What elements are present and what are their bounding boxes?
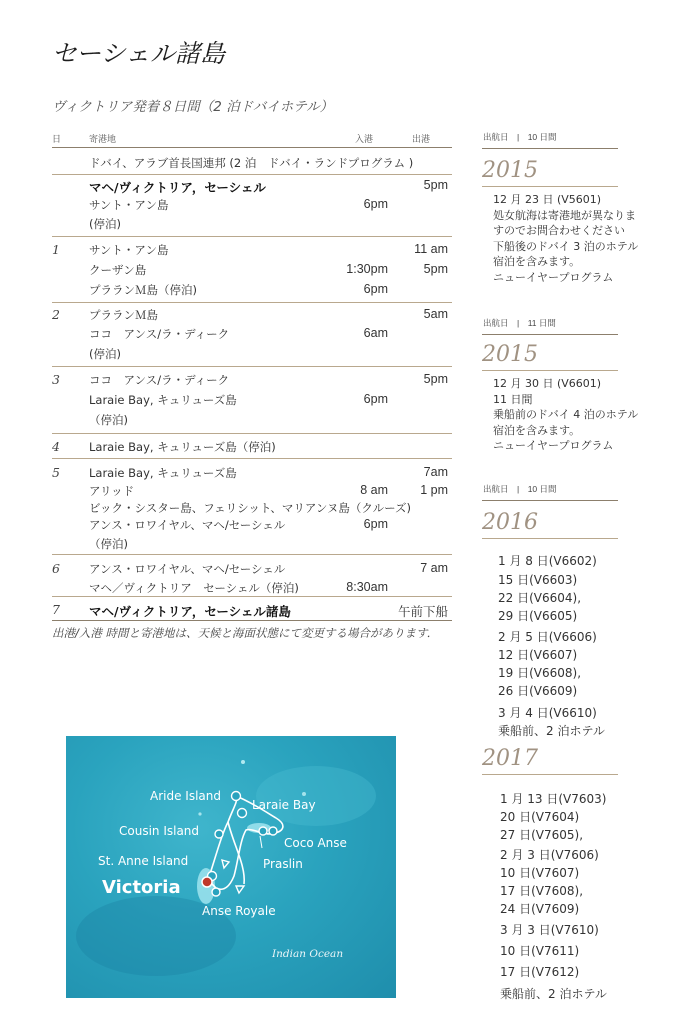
port-name: プラランＭ島（停泊) [89, 283, 197, 297]
departure-date: 17 日(V7612) [500, 965, 580, 979]
map-label-aride: Aride Island [150, 789, 221, 803]
map-label-cousin: Cousin Island [119, 824, 200, 838]
year-label: 2015 [482, 342, 538, 367]
departure-date: 15 日(V6603) [498, 573, 578, 587]
year-rule [482, 370, 618, 371]
day-number: 6 [52, 561, 60, 576]
departure-time: 午前下船 [397, 605, 448, 619]
route-arrow-icon [222, 860, 229, 868]
sidebar-rule [482, 148, 618, 149]
port-name: ココ アンス/ラ・ディーク [89, 327, 230, 341]
row-divider [52, 554, 452, 555]
departure-time: 5am [423, 307, 448, 321]
departure-date: 24 日(V7609) [500, 902, 580, 916]
sidebar-header: 出航日 | 11 日間 [483, 318, 556, 328]
route-map [66, 736, 396, 998]
port-marker-laraie [238, 809, 247, 818]
header-port: 寄港地 [89, 135, 117, 145]
departure-date: 19 日(V6608), [498, 666, 582, 680]
departure-info: 12 月 30 日 (V6601) 11 日間 乗船前のドバイ 4 泊のホテル 宿泊を含みます。 ニューイヤープログラム [493, 377, 639, 452]
departure-date: 3 月 3 日(V7610) [500, 923, 599, 937]
page-title: セーシェル諸島 [52, 39, 226, 68]
departure-date: 2 月 3 日(V7606) [500, 848, 599, 862]
arrival-time: 8 am [360, 483, 388, 497]
departure-time: 5pm [423, 178, 448, 192]
port-name: ビック・シスター島、フェリシット、マリアンヌ島（クルーズ) [89, 501, 411, 515]
departure-time: 1 pm [420, 483, 448, 497]
departure-date: 3 月 4 日(V6610) [498, 706, 597, 720]
departure-date: 20 日(V7604) [500, 810, 580, 824]
year-rule [482, 538, 618, 539]
port-name: マヘ／ヴィクトリア セーシェル（停泊) [89, 581, 299, 595]
port-name: ココ アンス/ラ・ディーク [89, 373, 230, 387]
row-divider [52, 596, 452, 597]
port-marker-aride [232, 792, 241, 801]
departure-date: 10 日(V7607) [500, 866, 580, 880]
departure-date: 26 日(V6609) [498, 684, 578, 698]
port-name: Laraie Bay, キュリューズ島（停泊) [89, 440, 276, 454]
port-marker-praslin [259, 827, 267, 835]
port-name: （停泊) [89, 413, 128, 427]
port-name: アリッド [89, 484, 135, 498]
departure-date: 1 月 13 日(V7603) [500, 792, 607, 806]
arrival-time: 6am [363, 326, 388, 340]
map-label-stanne: St. Anne Island [98, 854, 189, 868]
route-arrow-icon [236, 886, 244, 893]
port-name: （停泊) [89, 537, 128, 551]
port-name: マヘ/ヴィクトリア，セーシェル諸島 [89, 604, 291, 619]
year-label: 2015 [482, 158, 538, 183]
year-rule [482, 774, 618, 775]
arrival-time: 1:30pm [346, 262, 388, 276]
arrival-time: 6pm [363, 282, 388, 296]
departure-time: 11 am [414, 242, 448, 256]
departure-time: 5pm [423, 372, 448, 386]
pre-cruise-row: ドバイ、アラブ首長国連邦 (2 泊 ドバイ・ランドプログラム ) [89, 156, 414, 170]
port-name: プラランＭ島 [89, 308, 158, 322]
row-divider [52, 366, 452, 367]
arrival-time: 6pm [363, 517, 388, 531]
port-name: サント・アン島 [89, 243, 169, 257]
port-name: マヘ/ヴィクトリア，セーシェル [89, 180, 266, 195]
departure-time: 7 am [420, 561, 448, 575]
header-day: 日 [52, 134, 62, 144]
year-label: 2016 [482, 510, 538, 535]
arrival-time: 8:30am [346, 580, 388, 594]
departure-time: 5pm [423, 262, 448, 276]
port-name: Laraie Bay, キュリューズ島 [89, 466, 237, 480]
map-label-coco: Coco Anse [284, 836, 347, 850]
map-label-ocean: Indian Ocean [272, 948, 344, 960]
sidebar-rule [482, 500, 618, 501]
row-divider [52, 174, 452, 175]
schedule-note: 出港/入港 時間と寄港地は、天候と海面状態にて変更する場合があります． [52, 626, 439, 640]
year-rule [482, 186, 618, 187]
day-number: 3 [52, 372, 60, 387]
row-divider [52, 302, 452, 303]
departure-info: 12 月 23 日 (V5601) 処女航海は寄港地が異なりま すのでお問合わせください 下船後のドバイ 3 泊のホテル 宿泊を含みます。 ニューイヤープログラム [493, 193, 639, 284]
row-divider [52, 236, 452, 237]
departure-date: 10 日(V7611) [500, 944, 580, 958]
day-number: 4 [52, 439, 60, 454]
header-depart: 出港 [412, 135, 431, 145]
port-name: (停泊) [89, 217, 121, 231]
row-divider [52, 458, 452, 459]
departure-date: 22 日(V6604), [498, 591, 582, 605]
departure-time: 7am [423, 465, 448, 479]
departure-date: 17 日(V7608), [500, 884, 584, 898]
port-name: アンス・ロワイヤル、マヘ/セーシェル [89, 562, 286, 576]
day-number: 1 [52, 242, 60, 257]
port-name: (停泊) [89, 347, 121, 361]
hotel-note: 乗船前、2 泊ホテル [498, 724, 605, 738]
itinerary-subtitle: ヴィクトリア発着８日間（2 泊ドバイホテル） [52, 99, 334, 115]
table-header-rule [52, 147, 452, 148]
departure-date: 2 月 5 日(V6606) [498, 630, 597, 644]
row-divider [52, 433, 452, 434]
sidebar-header: 出航日 | 10 日間 [483, 132, 557, 142]
port-name: サント・アン島 [89, 198, 169, 212]
departure-date: 1 月 8 日(V6602) [498, 554, 597, 568]
day-number: 7 [52, 602, 60, 617]
hotel-note: 乗船前、2 泊ホテル [500, 987, 607, 1001]
departure-date: 12 日(V6607) [498, 648, 578, 662]
table-bottom-rule [52, 620, 452, 621]
port-name: Laraie Bay, キュリューズ島 [89, 393, 237, 407]
day-number: 2 [52, 307, 60, 322]
sidebar-header: 出航日 | 10 日間 [483, 484, 557, 494]
map-label-praslin: Praslin [263, 857, 303, 871]
header-arrive: 入港 [355, 135, 374, 145]
departure-date: 29 日(V6605) [498, 609, 578, 623]
port-name: クーザン島 [89, 263, 147, 277]
day-number: 5 [52, 465, 60, 480]
map-label-victoria: Victoria [102, 877, 181, 898]
year-label: 2017 [482, 746, 538, 771]
port-marker-cousin [215, 830, 223, 838]
arrival-time: 6pm [363, 392, 388, 406]
port-marker-coco [269, 827, 277, 835]
sidebar-rule [482, 334, 618, 335]
arrival-time: 6pm [363, 197, 388, 211]
map-label-anse: Anse Royale [202, 904, 276, 918]
map-label-laraie: Laraie Bay [252, 798, 316, 812]
port-marker-victoria [202, 877, 212, 887]
port-marker-anse [212, 888, 220, 896]
port-name: アンス・ロワイヤル、マヘ/セーシェル [89, 518, 286, 532]
departure-date: 27 日(V7605), [500, 828, 584, 842]
